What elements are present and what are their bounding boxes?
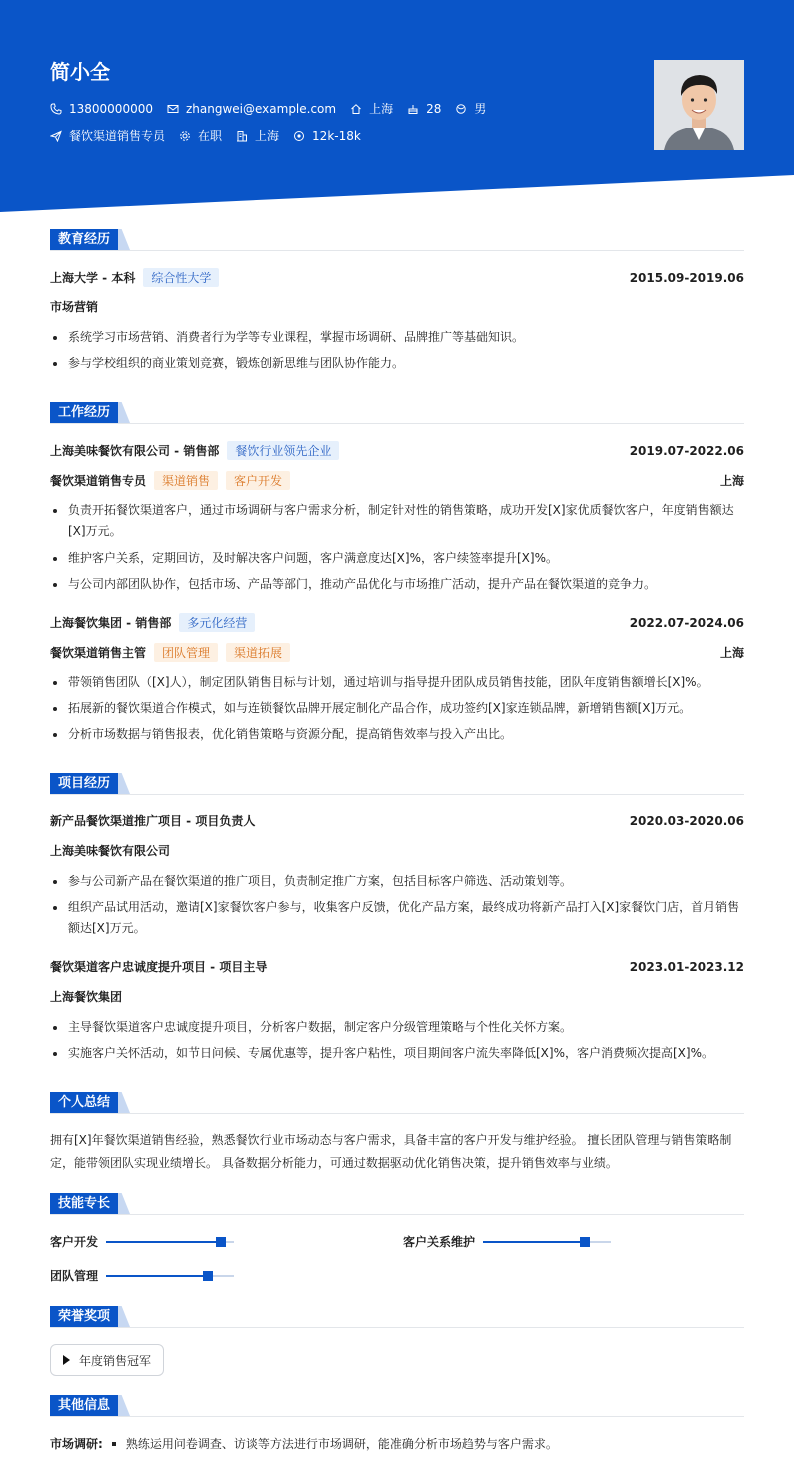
list-item: 与公司内部团队协作，包括市场、产品等部门，推动产品优化与市场推广活动，提升产品在餐饮渠道的竞争力。 bbox=[50, 574, 744, 595]
major: 市场营销 bbox=[50, 300, 99, 314]
work-2-company-tag: 多元化经营 bbox=[179, 613, 255, 632]
skill-fill bbox=[106, 1241, 221, 1243]
work-2-tag-1: 团队管理 bbox=[154, 643, 218, 662]
email-text: zhangwei@example.com bbox=[185, 101, 337, 116]
work-1-role-row bbox=[50, 471, 744, 490]
age-text: 28 bbox=[426, 101, 442, 116]
profile-photo bbox=[654, 60, 744, 150]
section-other bbox=[50, 1394, 744, 1417]
candidate-name: 简小全 bbox=[50, 60, 110, 84]
status-item bbox=[179, 127, 222, 144]
send-icon bbox=[50, 130, 62, 142]
section-title-summary: 个人总结 bbox=[50, 1092, 118, 1113]
award-item[interactable] bbox=[50, 1344, 164, 1376]
section-skills bbox=[50, 1192, 744, 1215]
project-1-org-row bbox=[50, 842, 744, 859]
list-item: 参与公司新产品在餐饮渠道的推广项目，负责制定推广方案，包括目标客户筛选、活动策划等。 bbox=[50, 871, 744, 892]
list-item: 系统学习市场营销、消费者行为学等专业课程，掌握市场调研、品牌推广等基础知识。 bbox=[50, 327, 744, 348]
list-item: 维护客户关系，定期回访，及时解决客户问题，客户满意度达[X]%，客户续签率提升[X]%。 bbox=[50, 548, 744, 569]
work-2-location: 上海 bbox=[719, 646, 744, 660]
skill-name: 团队管理 bbox=[50, 1269, 99, 1283]
cake-icon bbox=[407, 103, 419, 115]
position-text: 餐饮渠道销售专员 bbox=[69, 129, 166, 143]
other-info-row bbox=[50, 1435, 558, 1452]
summary-text: 拥有[X]年餐饮渠道销售经验，熟悉餐饮行业市场动态与客户需求，具备丰富的客户开发与维护经验。 擅长团队管理与销售策略制定，能带领团队实现业绩增长。 具备数据分析能力，可通过数据驱动优化销售决策，提升销售效率与业绩。 bbox=[50, 1133, 732, 1170]
project-1-date: 2020.03-2020.06 bbox=[629, 813, 744, 828]
skill-name: 客户开发 bbox=[50, 1235, 99, 1249]
skill-track bbox=[106, 1275, 234, 1277]
work-1-company: 上海美味餐饮有限公司 - 销售部 bbox=[50, 444, 220, 458]
play-icon bbox=[63, 1355, 70, 1365]
section-education bbox=[50, 228, 744, 251]
home-icon bbox=[350, 103, 362, 115]
section-title-skills: 技能专长 bbox=[50, 1193, 118, 1214]
gender-text: 男 bbox=[474, 102, 487, 116]
building-icon bbox=[236, 130, 248, 142]
skill-knob bbox=[216, 1237, 226, 1247]
skill-track bbox=[106, 1241, 234, 1243]
position-item bbox=[50, 127, 165, 144]
section-title-other: 其他信息 bbox=[50, 1395, 118, 1416]
education-major-row bbox=[50, 298, 744, 315]
phone-item bbox=[50, 102, 153, 116]
contact-row bbox=[50, 100, 500, 117]
work-1-date: 2019.07-2022.06 bbox=[629, 443, 744, 458]
work-2-header bbox=[50, 613, 744, 632]
skill-fill bbox=[483, 1241, 585, 1243]
work-1-role: 餐饮渠道销售专员 bbox=[50, 474, 147, 488]
skill-track bbox=[483, 1241, 611, 1243]
skill-item bbox=[403, 1233, 611, 1250]
work-city-text: 上海 bbox=[255, 129, 280, 143]
gender-icon bbox=[455, 103, 467, 115]
section-awards bbox=[50, 1305, 744, 1328]
phone-text: 13800000000 bbox=[69, 101, 153, 116]
list-item: 带领销售团队（[X]人），制定团队销售目标与计划，通过培训与指导提升团队成员销售技能，团队年度销售额增长[X]%。 bbox=[50, 672, 744, 693]
salary-item bbox=[293, 129, 361, 143]
gear-icon bbox=[179, 130, 191, 142]
school-tag: 综合性大学 bbox=[143, 268, 219, 287]
section-title-projects: 项目经历 bbox=[50, 773, 118, 794]
age-item bbox=[407, 102, 441, 116]
project-2-org: 上海餐饮集团 bbox=[50, 990, 123, 1004]
status-text: 在职 bbox=[198, 129, 223, 143]
work-2-role: 餐饮渠道销售主管 bbox=[50, 646, 147, 660]
section-title-work: 工作经历 bbox=[50, 402, 118, 423]
section-projects bbox=[50, 772, 744, 795]
other-label: 市场调研: bbox=[50, 1437, 103, 1451]
work-2-tag-2: 渠道拓展 bbox=[226, 643, 290, 662]
skill-fill bbox=[106, 1275, 208, 1277]
section-work bbox=[50, 401, 744, 424]
phone-icon bbox=[50, 103, 62, 115]
list-item: 组织产品试用活动，邀请[X]家餐饮客户参与，收集客户反馈，优化产品方案，最终成功将新产品打入[X]家餐饮门店，首月销售额达[X]万元。 bbox=[50, 897, 744, 939]
city-item bbox=[350, 100, 393, 117]
list-item: 分析市场数据与销售报表，优化销售策略与资源分配，提高销售效率与投入产出比。 bbox=[50, 724, 744, 745]
education-date: 2015.09-2019.06 bbox=[629, 270, 744, 285]
award-label: 年度销售冠军 bbox=[79, 1353, 152, 1368]
project-2-name: 餐饮渠道客户忠诚度提升项目 - 项目主导 bbox=[50, 960, 268, 974]
project-2-date: 2023.01-2023.12 bbox=[629, 959, 744, 974]
section-title-education: 教育经历 bbox=[50, 229, 118, 250]
avatar-illustration bbox=[654, 60, 744, 150]
list-item: 主导餐饮渠道客户忠诚度提升项目，分析客户数据，制定客户分级管理策略与个性化关怀方案。 bbox=[50, 1017, 744, 1038]
bullet-square-icon bbox=[112, 1442, 116, 1446]
school-name: 上海大学 - 本科 bbox=[50, 271, 136, 285]
work-2-date: 2022.07-2024.06 bbox=[629, 615, 744, 630]
mail-icon bbox=[167, 103, 179, 115]
skill-knob bbox=[203, 1271, 213, 1281]
other-text: 熟练运用问卷调查、访谈等方法进行市场调研，能准确分析市场趋势与客户需求。 bbox=[125, 1437, 558, 1451]
list-item: 拓展新的餐饮渠道合作模式，如与连锁餐饮品牌开展定制化产品合作，成功签约[X]家连锁品牌，新增销售额[X]万元。 bbox=[50, 698, 744, 719]
gender-item bbox=[455, 100, 486, 117]
skill-name: 客户关系维护 bbox=[403, 1235, 476, 1249]
skill-item bbox=[50, 1267, 234, 1284]
project-1-header bbox=[50, 812, 744, 829]
section-title-awards: 荣誉奖项 bbox=[50, 1306, 118, 1327]
list-item: 参与学校组织的商业策划竞赛，锻炼创新思维与团队协作能力。 bbox=[50, 353, 744, 374]
project-1-name: 新产品餐饮渠道推广项目 - 项目负责人 bbox=[50, 814, 256, 828]
work-1-tag-2: 客户开发 bbox=[226, 471, 290, 490]
work-1-location: 上海 bbox=[719, 474, 744, 488]
work-1-tag-1: 渠道销售 bbox=[154, 471, 218, 490]
project-2-org-row bbox=[50, 988, 744, 1005]
section-summary bbox=[50, 1091, 744, 1114]
job-intent-row bbox=[50, 127, 375, 144]
email-item bbox=[167, 102, 336, 116]
city-text: 上海 bbox=[369, 102, 394, 116]
skill-item bbox=[50, 1233, 234, 1250]
education-header bbox=[50, 268, 744, 287]
project-2-header bbox=[50, 958, 744, 975]
work-1-company-tag: 餐饮行业领先企业 bbox=[227, 441, 339, 460]
work-2-role-row bbox=[50, 643, 744, 662]
salary-text: 12k-18k bbox=[312, 128, 361, 143]
work-2-company: 上海餐饮集团 - 销售部 bbox=[50, 616, 172, 630]
coin-icon bbox=[293, 130, 305, 142]
project-1-org: 上海美味餐饮有限公司 bbox=[50, 844, 171, 858]
work-city-item bbox=[236, 127, 279, 144]
list-item: 负责开拓餐饮渠道客户，通过市场调研与客户需求分析，制定针对性的销售策略，成功开发[X]家优质餐饮客户，年度销售额达[X]万元。 bbox=[50, 500, 744, 542]
work-1-header bbox=[50, 441, 744, 460]
list-item: 实施客户关怀活动，如节日问候、专属优惠等，提升客户粘性，项目期间客户流失率降低[X]%，客户消费频次提高[X]%。 bbox=[50, 1043, 744, 1064]
skill-knob bbox=[580, 1237, 590, 1247]
